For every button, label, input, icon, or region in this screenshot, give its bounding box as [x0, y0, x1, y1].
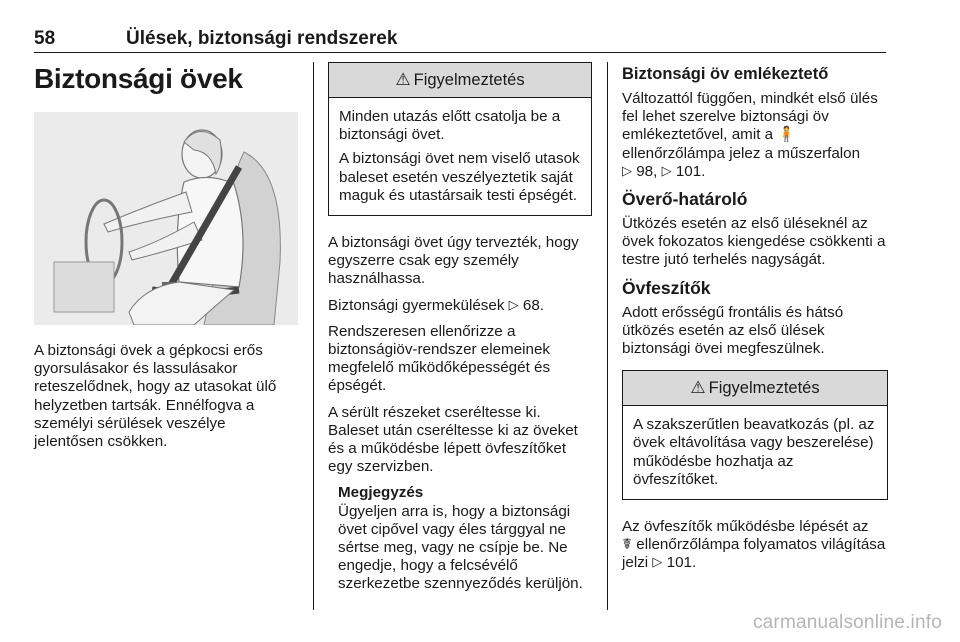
- seatbelt-illustration: [34, 112, 298, 325]
- warning-title: Figyelmeztetés: [708, 379, 820, 398]
- warning-title: Figyelmeztetés: [413, 70, 525, 89]
- body-paragraph: A sérült részeket cseréltesse ki. Baleset után cseréltesse ki az öveket és a működésbe lépett övfeszítőket egy szervizben.: [328, 403, 578, 476]
- warning-triangle-icon: ⚠: [690, 378, 706, 398]
- page-ref[interactable]: 98,: [636, 162, 658, 180]
- note-block: [338, 484, 592, 593]
- body-paragraph: Ütközés esetén az első üléseknél az övek fokozatos kiengedése csökkenti a testre jutó terhelés nagyságát.: [622, 215, 886, 269]
- warning-header: [329, 63, 591, 98]
- page-ref-arrow-icon: ▷: [652, 554, 663, 570]
- page-ref-arrow-icon: ▷: [508, 296, 519, 312]
- subsection-title: Övfeszítők: [622, 277, 711, 298]
- warning-body: [623, 406, 887, 499]
- warning-body: [329, 98, 591, 215]
- column-2: [328, 62, 592, 594]
- subsection-title: Överő-határoló: [622, 189, 748, 210]
- body-paragraph: Adott erősségű frontális és hátsó ütközés esetén az első ülések biztonsági övei megfeszülnek.: [622, 303, 844, 358]
- page-number: 58: [34, 28, 56, 49]
- warning-paragraph: A biztonsági övet nem viselő utasok baleset esetén veszélyeztetik saját maguk és utastársaik testi épségét.: [339, 150, 580, 204]
- paragraph-text: ellenőrzőlámpa jelez a műszerfalon: [622, 144, 861, 162]
- note-title: Megjegyzés: [338, 484, 424, 502]
- page-ref-arrow-icon: ▷: [661, 162, 672, 178]
- page-ref[interactable]: 101.: [675, 162, 706, 180]
- running-title: Ülések, biztonsági rendszerek: [126, 28, 398, 49]
- column-divider: [607, 62, 608, 610]
- intro-paragraph: A biztonsági övek a gépkocsi erős gyorsulásakor és lassulásakor reteszelődnek, hogy az utasokat ülő helyzetben tartsák. Ennélfogva a személyi sérülések veszélye jelentősen csökken.: [34, 342, 277, 451]
- warning-paragraph: Minden utazás előtt csatolja be a biztonsági övet.: [339, 108, 561, 144]
- body-paragraph: A biztonsági övet úgy tervezték, hogy egyszerre csak egy személy használhassa.: [328, 234, 579, 288]
- watermark: carmanualsonline.info: [752, 612, 942, 633]
- warning-header: [623, 371, 887, 406]
- column-3: [622, 62, 888, 581]
- column-1: [34, 62, 298, 459]
- warning-triangle-icon: ⚠: [395, 69, 411, 89]
- airbag-pretensioner-icon: ☤: [622, 536, 633, 554]
- paragraph-text: Az övfeszítők működésbe lépését az: [622, 518, 869, 536]
- paragraph-text: Biztonsági gyermekülések: [328, 296, 505, 314]
- paragraph-text: ellenőrzőlámpa folyamatos világítása jelzi: [622, 536, 886, 572]
- column-divider: [313, 62, 314, 610]
- section-title: Biztonsági övek: [34, 63, 243, 94]
- body-paragraph: [328, 297, 592, 315]
- page-ref-arrow-icon: ▷: [622, 162, 632, 178]
- body-paragraph: [622, 518, 888, 573]
- warning-box: [328, 62, 592, 216]
- subsection-title: Biztonsági öv emlékeztető: [622, 65, 829, 83]
- page-ref[interactable]: 68.: [522, 296, 545, 314]
- warning-paragraph: A szakszerűtlen beavatkozás (pl. az övek eltávolítása vagy beszerelése) működésbe hozhatja az övfeszítőket.: [633, 416, 875, 488]
- page-header: [34, 28, 886, 54]
- note-text: Ügyeljen arra is, hogy a biztonsági övet cipővel vagy éles tárggyal ne sértse meg, vagy ne csípje be. Ne engedje, hogy a felcsévélő szerkezetbe szennyeződés kerüljön.: [338, 502, 583, 593]
- body-paragraph: [622, 90, 888, 181]
- paragraph-text: Változattól függően, mindkét első ülés fel lehet szerelve biztonsági öv emlékeztetővel, amit a: [622, 90, 878, 144]
- warning-box: [622, 370, 888, 500]
- body-paragraph: Rendszeresen ellenőrizze a biztonságiöv-rendszer elemeinek megfelelő működőképességét és épségét.: [328, 322, 551, 395]
- header-rule: [34, 52, 886, 53]
- seatbelt-reminder-icon: 🧍: [777, 126, 797, 144]
- page-ref[interactable]: 101.: [666, 554, 697, 572]
